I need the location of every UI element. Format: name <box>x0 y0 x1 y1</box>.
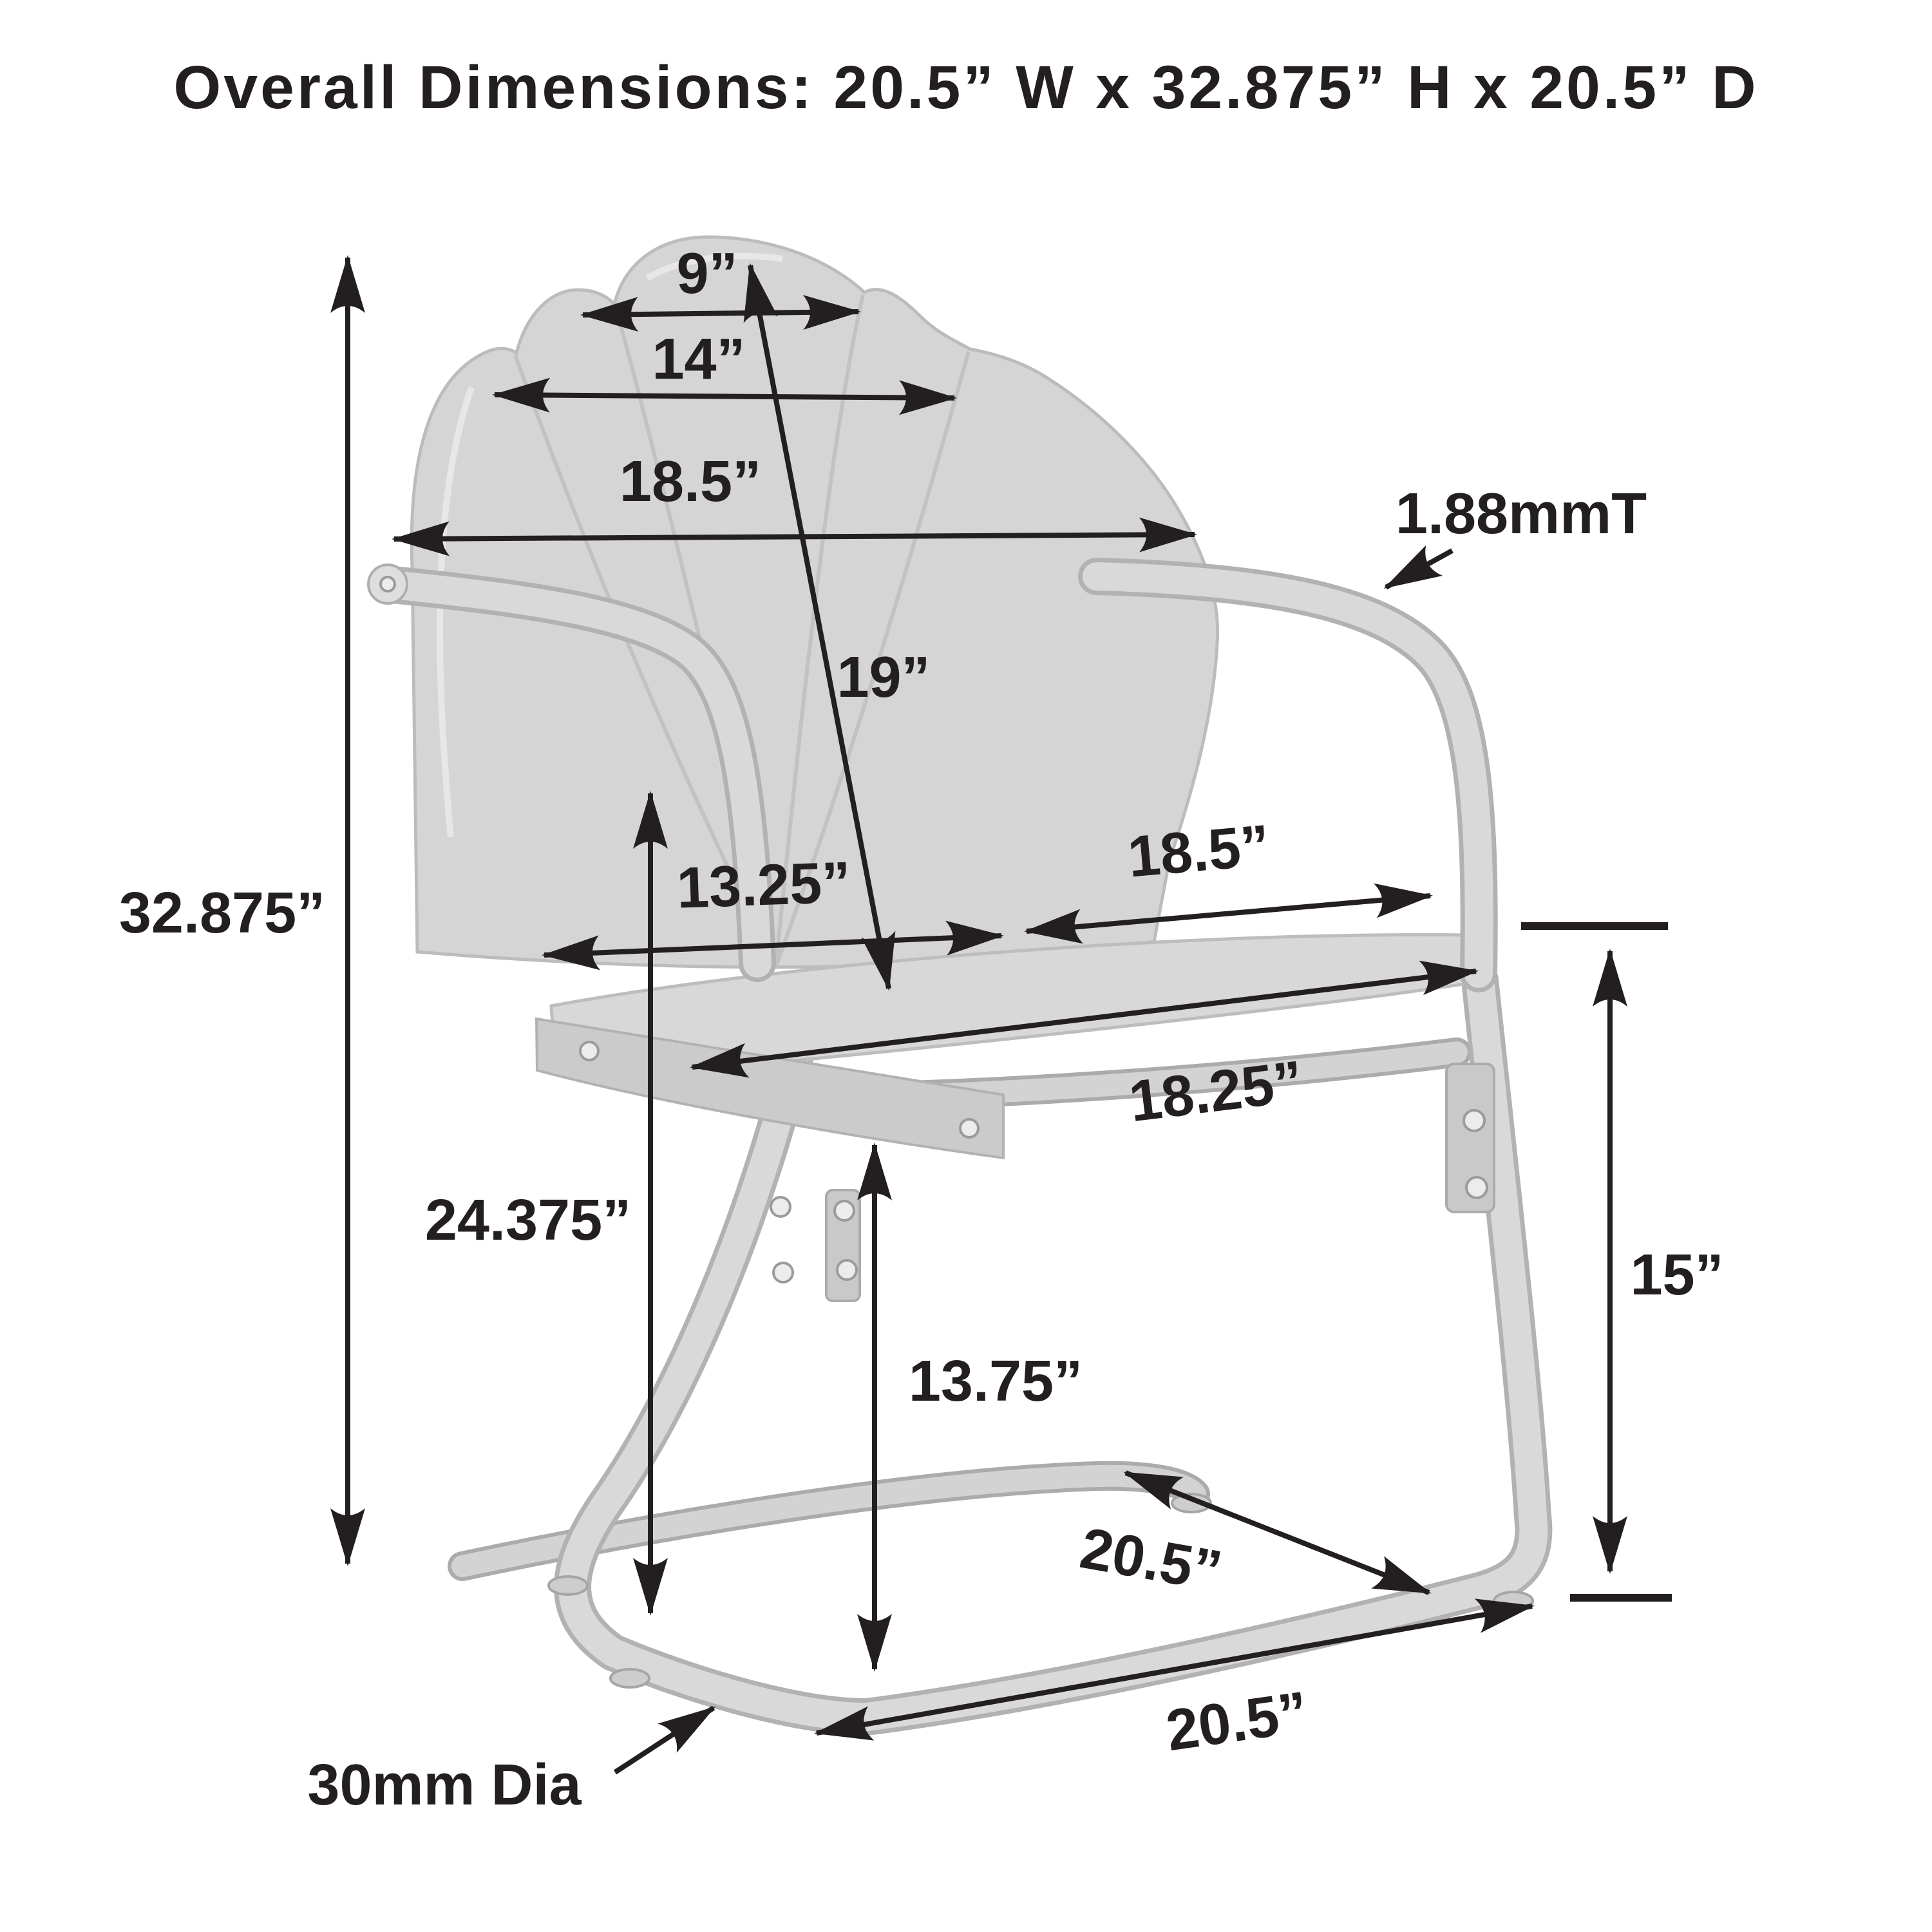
label-overall-height: 32.875” <box>118 881 326 945</box>
label-back-width: 18.5” <box>619 450 762 514</box>
bolt <box>771 1197 790 1217</box>
label-base-width: 20.5” <box>1162 1680 1312 1764</box>
note-tube-diameter <box>307 1708 714 1817</box>
dim-base-width <box>817 1606 1532 1763</box>
dim-overall-height <box>119 258 348 1564</box>
bolt <box>1464 1110 1484 1131</box>
label-tube-diameter: 30mm Dia <box>307 1753 582 1817</box>
label-arm-height: 24.375” <box>424 1188 632 1253</box>
foot-glide <box>611 1669 649 1687</box>
line-back-middle-width <box>495 395 954 398</box>
label-tube-thickness: 1.88mmT <box>1395 482 1647 546</box>
label-seat-front-width: 18.25” <box>1126 1049 1307 1135</box>
leader-tube-thickness <box>1386 551 1452 587</box>
label-back-top-width: 9” <box>676 242 738 306</box>
label-rear-frame-height: 15” <box>1630 1243 1724 1307</box>
page-title: Overall Dimensions: 20.5” W x 32.875” H x 20.5” D <box>173 53 1759 122</box>
bolt <box>837 1260 857 1280</box>
label-back-diagonal: 19” <box>837 645 931 710</box>
bolt <box>773 1263 793 1282</box>
label-back-middle-width: 14” <box>652 327 746 392</box>
dim-base-depth <box>1075 1473 1429 1604</box>
label-base-depth: 20.5” <box>1075 1516 1227 1604</box>
chair-illustration <box>368 237 1533 1717</box>
bolt <box>835 1201 854 1220</box>
leader-tube-diameter <box>615 1708 714 1772</box>
label-front-frame-height: 13.75” <box>908 1349 1083 1414</box>
foot-glide <box>549 1577 587 1595</box>
left-arm-rivet <box>381 577 395 591</box>
apron-rivet <box>960 1119 978 1137</box>
label-seat-width: 18.5” <box>1125 813 1273 890</box>
bolt <box>1466 1177 1487 1198</box>
note-tube-thickness <box>1386 482 1647 587</box>
dim-rear-frame-height <box>1521 926 1724 1598</box>
line-back-top-width <box>583 312 858 315</box>
dim-front-frame-height <box>875 1145 1083 1669</box>
label-seat-back-depth: 13.25” <box>676 850 852 921</box>
apron-rivet <box>580 1042 598 1060</box>
